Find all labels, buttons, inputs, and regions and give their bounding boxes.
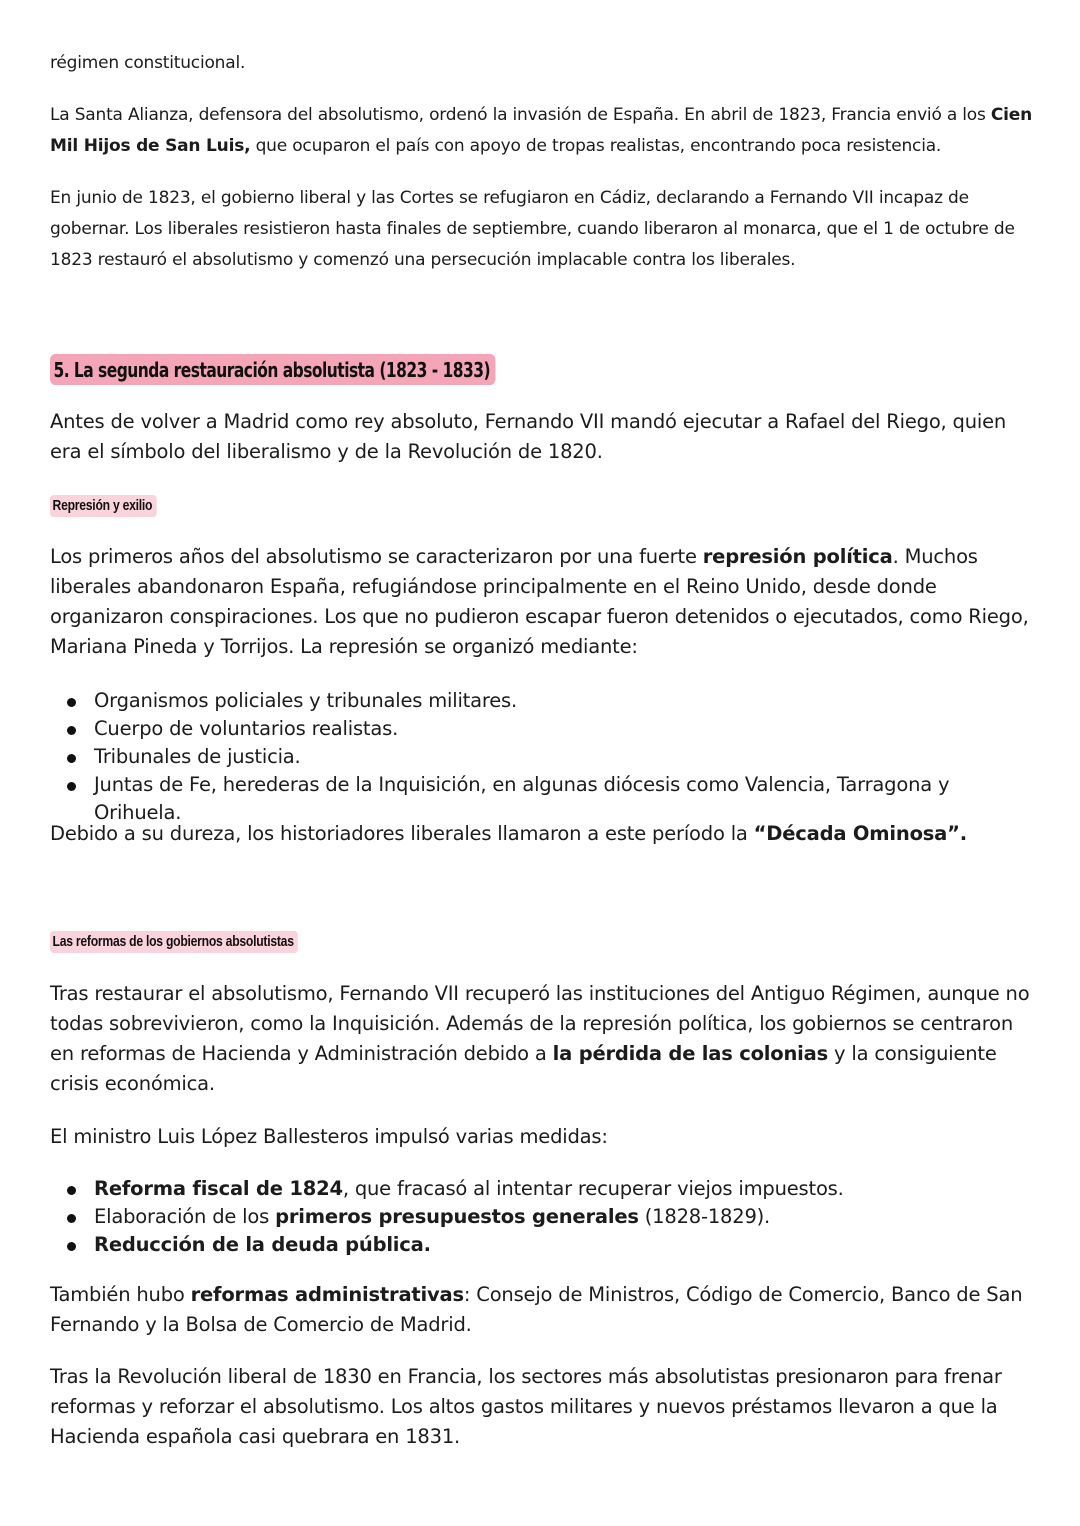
reformas-bold: la pérdida de las colonias	[552, 1042, 829, 1065]
final-paragraph: Tras la Revolución liberal de 1830 en Francia, los sectores más absolutistas presionaron para frenar reformas y reforzar el absolutismo. Los altos gastos militares y nuevos préstamos llevaron a que la Hacienda española casi quebrara en 1831.	[50, 1365, 1002, 1448]
bullet-icon	[67, 1242, 76, 1251]
santa-alianza-text-1: La Santa Alianza, defensora del absolutismo, ordenó la invasión de España. En abril de 1823, Francia envió a los	[50, 105, 991, 125]
list-item-bold: primeros presupuestos generales	[275, 1205, 639, 1228]
represion-heading: Represión y exilio	[50, 495, 156, 517]
santa-alianza-bold: Cien Mil Hijos de San Luis,	[50, 105, 1033, 156]
bullet-icon	[67, 754, 76, 763]
represion-paragraph	[50, 542, 1040, 662]
section5-heading: 5. La segunda restauración absolutista (1823 - 1833)	[50, 354, 495, 385]
bullet-icon	[67, 726, 76, 735]
list-item-text: Elaboración de los	[94, 1205, 276, 1228]
section5-heading-wrap	[50, 354, 1040, 385]
reformas-paragraph	[50, 979, 1040, 1099]
intro-line: régimen constitucional.	[50, 53, 246, 73]
list-item-text: Organismos policiales y tribunales militares.	[94, 689, 517, 712]
reformas-text-1: Tras restaurar el absolutismo, Fernando VII recuperó las instituciones del Antiguo Régimen, aunque no todas sobrevivieron, como la Inquisición. Además de la represión política, los gobiernos se centraron en reformas de Hacienda y Administración debido a	[50, 982, 1030, 1065]
list-item-bold: Reducción de la deuda pública.	[94, 1233, 431, 1256]
list-item-text: Juntas de Fe, herederas de la Inquisición, en algunas diócesis como Valencia, Tarragona y Orihuela.	[94, 773, 950, 824]
reformas-text-2: y la consiguiente crisis económica.	[50, 1042, 997, 1095]
list-item-text: (1828-1829).	[638, 1205, 771, 1228]
bullet-icon	[67, 1186, 76, 1195]
list-item	[50, 743, 1040, 771]
bullet-icon	[67, 782, 76, 791]
bullet-icon	[67, 1214, 76, 1223]
list-item	[50, 1175, 1040, 1203]
reformas-list	[50, 1175, 1040, 1259]
admin-text-1: También hubo	[50, 1283, 191, 1306]
admin-paragraph	[50, 1280, 1040, 1340]
represion-text-1: Los primeros años del absolutismo se caracterizaron por una fuerte	[50, 545, 703, 568]
reformas-heading-wrap	[50, 931, 1040, 953]
list-item-text: Tribunales de justicia.	[94, 745, 301, 768]
list-item	[50, 1203, 1040, 1231]
cadiz-paragraph: En junio de 1823, el gobierno liberal y las Cortes se refugiaron en Cádiz, declarando a Fernando VII incapaz de gobernar. Los liberales resistieron hasta finales de septiembre, cuando liberaron al monarca, que el 1 de octubre de 1823 restauró el absolutismo y comenzó una persecución implacable contra los liberales.	[50, 188, 1015, 270]
decada-ominosa-bold: “Década Ominosa”.	[753, 822, 967, 845]
santa-alianza-paragraph	[50, 100, 1040, 162]
santa-alianza-text-2: que ocuparon el país con apoyo de tropas realistas, encontrando poca resistencia.	[250, 136, 942, 156]
represion-bold: represión política	[702, 545, 893, 568]
decada-ominosa-paragraph	[50, 819, 1040, 849]
reformas-heading: Las reformas de los gobiernos absolutistas	[50, 931, 298, 953]
section5-intro: Antes de volver a Madrid como rey absoluto, Fernando VII mandó ejecutar a Rafael del Riego, quien era el símbolo del liberalismo y de la Revolución de 1820.	[50, 410, 1007, 463]
represion-heading-wrap	[50, 495, 1040, 517]
list-item	[50, 687, 1040, 715]
list-item	[50, 1231, 1040, 1259]
list-item-text: , que fracasó al intentar recuperar viejos impuestos.	[342, 1177, 844, 1200]
admin-bold: reformas administrativas	[190, 1283, 464, 1306]
represion-text-2: . Muchos liberales abandonaron España, refugiándose principalmente en el Reino Unido, desde donde organizaron conspiraciones. Los que no pudieron escapar fueron detenidos o ejecutados, como Riego, Mariana Pineda y Torrijos. La represión se organizó mediante:	[50, 545, 1029, 658]
decada-ominosa-text: Debido a su dureza, los historiadores liberales llamaron a este período la	[50, 822, 754, 845]
ministro-paragraph: El ministro Luis López Ballesteros impulsó varias medidas:	[50, 1125, 608, 1148]
list-item-bold: Reforma fiscal de 1824	[94, 1177, 343, 1200]
represion-list	[50, 687, 1040, 827]
admin-text-2: : Consejo de Ministros, Código de Comercio, Banco de San Fernando y la Bolsa de Comercio de Madrid.	[50, 1283, 1023, 1336]
list-item-text: Cuerpo de voluntarios realistas.	[94, 717, 399, 740]
bullet-icon	[67, 698, 76, 707]
list-item	[50, 715, 1040, 743]
